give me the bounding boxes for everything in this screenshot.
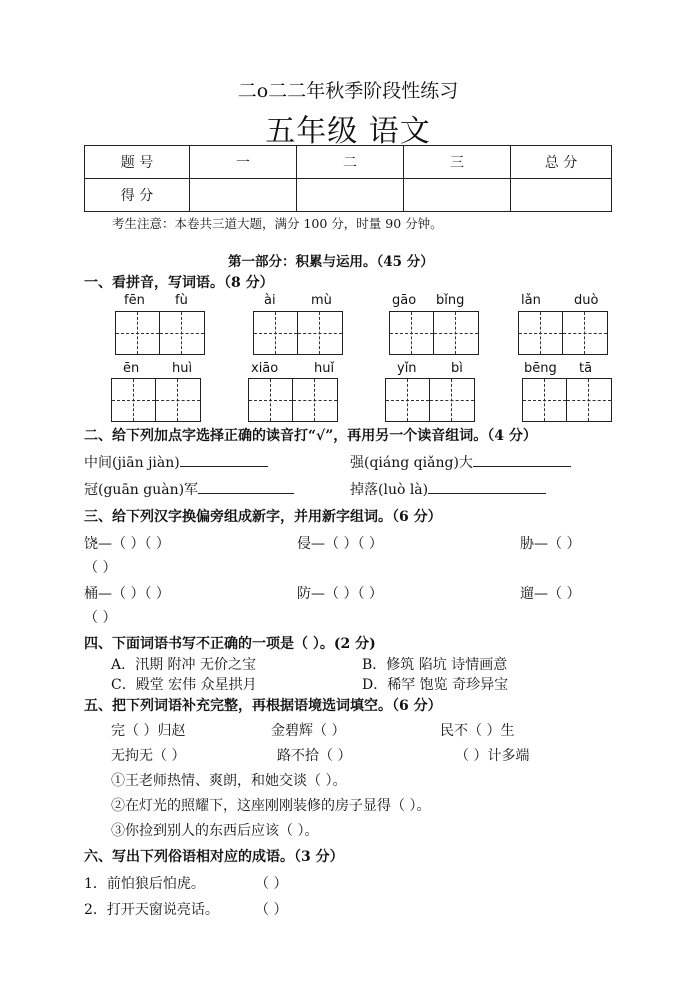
pinyin: bǐng xyxy=(436,293,465,308)
pinyin: bēng xyxy=(524,361,557,376)
q6-heading: 六、写出下列俗语相对应的成语。（3 分） xyxy=(84,849,344,865)
q4-option-c[interactable]: C．殿堂 宏伟 众星拱月 xyxy=(111,677,257,693)
writing-grid[interactable] xyxy=(518,311,608,355)
q5-word: （ ）计多端 xyxy=(455,748,530,764)
q6-answer: （ ） xyxy=(255,876,288,892)
score-header-part1: 一 xyxy=(190,146,297,179)
pinyin: yǐn xyxy=(397,361,417,376)
q5-word: 完（ ）归赵 xyxy=(111,723,186,739)
q2-item xyxy=(84,479,294,499)
pinyin: ài xyxy=(264,293,276,308)
pinyin: fēn xyxy=(124,293,145,308)
q3-heading: 三、给下列汉字换偏旁组成新字，并用新字组词。（6 分） xyxy=(84,509,442,525)
pinyin: duò xyxy=(574,293,599,308)
q3-item: （ ） xyxy=(84,560,117,576)
q2-item xyxy=(350,479,546,499)
q3-item: 遛—（ ） xyxy=(520,586,581,602)
writing-grid[interactable] xyxy=(522,378,612,422)
q5-word: 民不（ ）生 xyxy=(440,723,515,739)
q3-item: 饶—（ ）（ ） xyxy=(84,536,170,552)
pinyin: ēn xyxy=(123,361,140,376)
q2-item-text: 中间(jiān jiàn) xyxy=(84,455,180,471)
q5-sentence: ①王老师热情、爽朗，和她交谈（ ）。 xyxy=(111,773,347,789)
q1-heading: 一、看拼音，写词语。（8 分） xyxy=(84,275,274,291)
score-cell[interactable] xyxy=(190,179,297,212)
score-cell[interactable] xyxy=(404,179,511,212)
pinyin: tā xyxy=(579,361,593,376)
pinyin: xiāo xyxy=(251,361,279,376)
score-row-label: 得 分 xyxy=(85,179,190,212)
exam-note: 考生注意：本卷共三道大题，满分 100 分，时量 90 分钟。 xyxy=(112,216,443,231)
pinyin: lǎn xyxy=(521,293,541,308)
writing-grid[interactable] xyxy=(385,378,475,422)
q2-heading: 二、给下列加点字选择正确的读音打“√”，再用另一个读音组词。（4 分） xyxy=(84,428,537,444)
q5-word: 路不拾（ ） xyxy=(277,748,352,764)
q3-item: 防—（ ）（ ） xyxy=(297,586,383,602)
q5-sentence: ③你捡到别人的东西后应该（ ）。 xyxy=(111,823,319,839)
exam-subtitle: 五年级 语文 xyxy=(265,114,431,149)
q5-heading: 五、把下列词语补充完整，再根据语境选词填空。（6 分） xyxy=(84,698,442,714)
q5-word: 无拘无（ ） xyxy=(111,748,186,764)
q4-option-b[interactable]: B．修筑 陷坑 诗情画意 xyxy=(362,657,508,673)
answer-blank[interactable] xyxy=(428,479,546,494)
score-header-total: 总 分 xyxy=(511,146,612,179)
writing-grid[interactable] xyxy=(111,378,201,422)
pinyin: huǐ xyxy=(314,361,335,376)
q2-item-text: 强(qiáng qiǎng)大 xyxy=(350,455,473,471)
score-cell[interactable] xyxy=(511,179,612,212)
answer-blank[interactable] xyxy=(180,452,268,467)
q2-item xyxy=(84,452,268,472)
q5-word: 金碧辉（ ） xyxy=(271,723,346,739)
q3-item: 侵—（ ）（ ） xyxy=(297,536,383,552)
part1-heading: 第一部分：积累与运用。（45 分） xyxy=(228,254,434,270)
score-header-part2: 二 xyxy=(297,146,404,179)
q5-sentence: ②在灯光的照耀下，这座刚刚装修的房子显得（ ）。 xyxy=(111,798,431,814)
pinyin: huì xyxy=(172,361,193,376)
answer-blank[interactable] xyxy=(198,479,294,494)
score-header-part3: 三 xyxy=(404,146,511,179)
q2-item-text: 冠(guān guàn)军 xyxy=(84,482,199,498)
q3-item: 桶—（ ）（ ） xyxy=(84,586,170,602)
q3-item: （ ） xyxy=(84,610,117,626)
q6-item: 2．打开天窗说亮话。 xyxy=(84,902,219,918)
writing-grid[interactable] xyxy=(389,311,479,355)
score-cell[interactable] xyxy=(297,179,404,212)
q6-answer: （ ） xyxy=(255,902,288,918)
q4-heading: 四、下面词语书写不正确的一项是（ ）。(2 分) xyxy=(84,636,376,652)
q4-option-d[interactable]: D．稀罕 饱览 奇珍异宝 xyxy=(362,677,509,693)
q4-option-a[interactable]: A．汛期 附冲 无价之宝 xyxy=(111,657,257,673)
writing-grid[interactable] xyxy=(115,311,205,355)
q6-item: 1．前怕狼后怕虎。 xyxy=(84,876,205,892)
writing-grid[interactable] xyxy=(248,378,338,422)
q2-item xyxy=(350,452,571,472)
writing-grid[interactable] xyxy=(253,311,343,355)
score-table xyxy=(84,145,612,212)
q2-item-text: 掉落(luò là) xyxy=(350,482,429,498)
pinyin: fù xyxy=(175,293,188,308)
pinyin: bì xyxy=(451,361,463,376)
exam-title: 二o二二年秋季阶段性练习 xyxy=(237,80,459,102)
answer-blank[interactable] xyxy=(473,452,571,467)
score-header-label: 题 号 xyxy=(85,146,190,179)
pinyin: gāo xyxy=(392,293,417,308)
pinyin: mù xyxy=(311,293,332,308)
q3-item: 胁—（ ） xyxy=(520,536,581,552)
